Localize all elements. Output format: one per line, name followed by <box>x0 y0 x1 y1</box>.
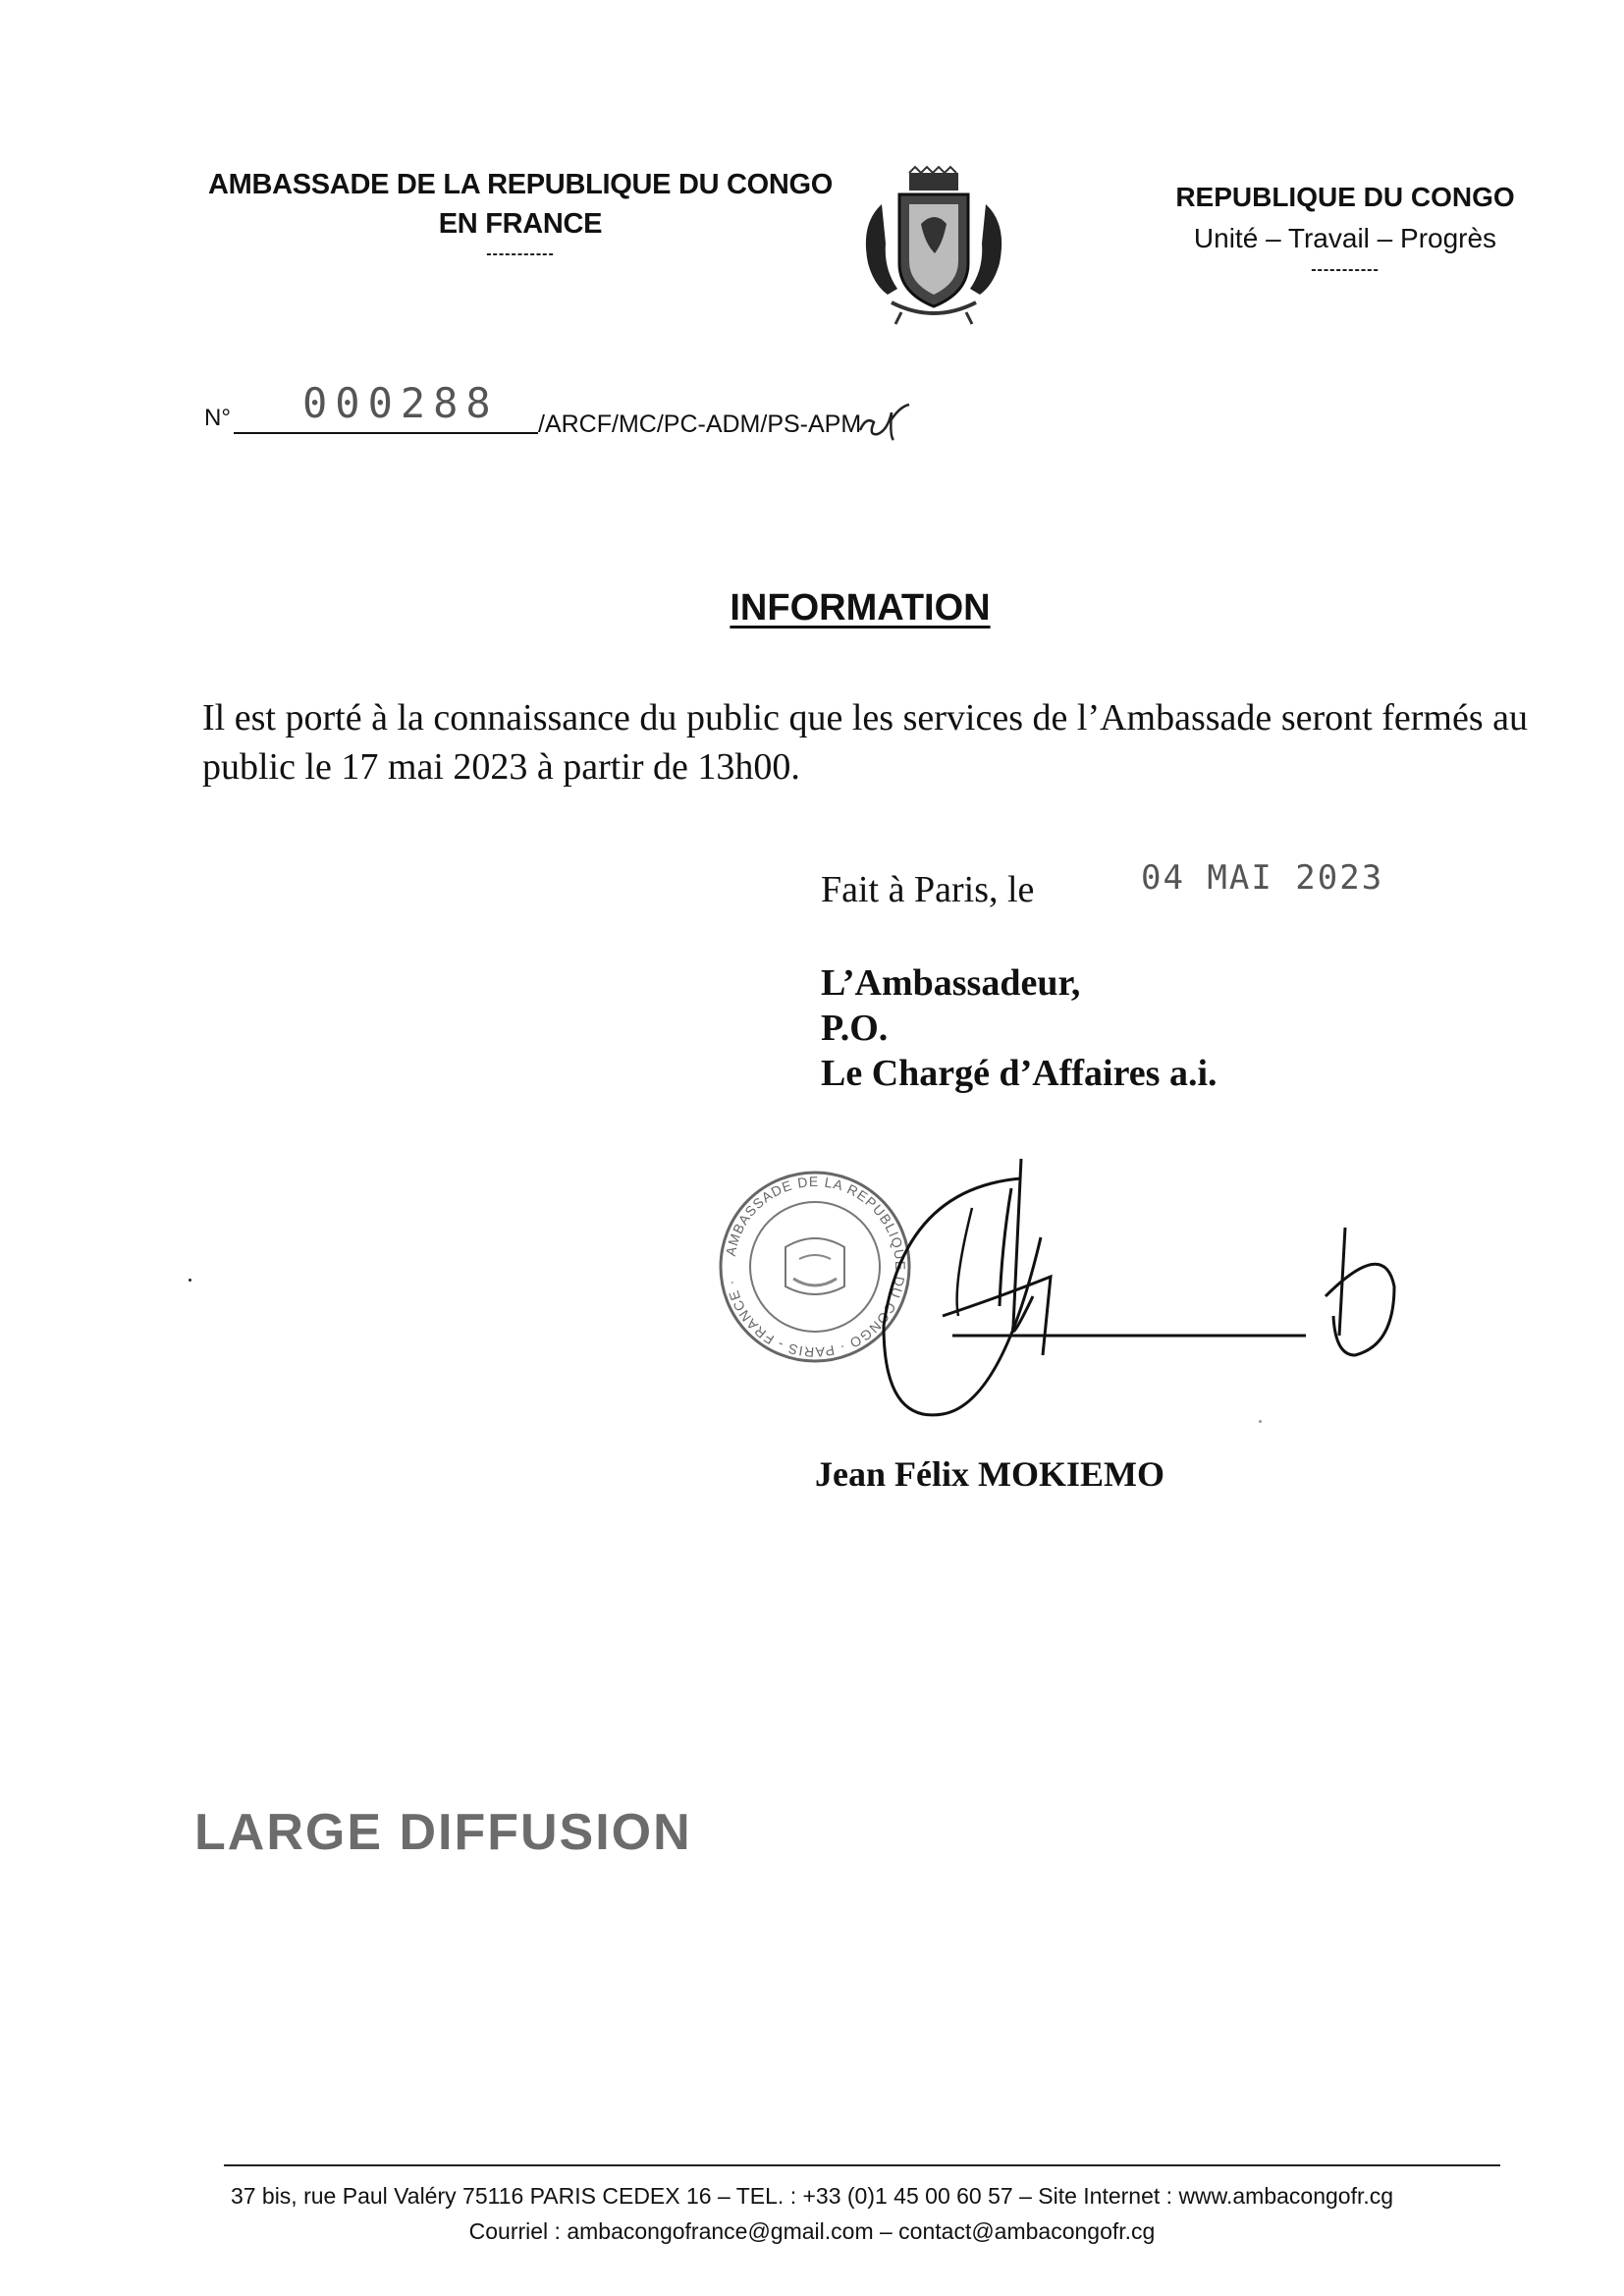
date-stamp: 04 MAI 2023 <box>1141 858 1384 898</box>
republic-motto: Unité – Travail – Progrès <box>1193 223 1497 253</box>
republic-header <box>1149 177 1542 281</box>
signatory-block <box>821 960 1218 1096</box>
signatory-role: L’Ambassadeur, <box>821 962 1081 1004</box>
embassy-name: AMBASSADE DE LA REPUBLIQUE DU CONGO <box>207 169 834 200</box>
footer-contact <box>147 2178 1477 2249</box>
reference-underline <box>234 432 538 434</box>
embassy-header <box>187 165 854 265</box>
notice-body: Il est porté à la connaissance du public que les services de l’Ambassade seront fermés au public le 17 mai 2023 à partir de 13h00. <box>202 697 1528 788</box>
footer-rule <box>224 2164 1500 2166</box>
coat-of-arms-emblem <box>852 165 1015 328</box>
reference-prefix: N° <box>204 405 231 431</box>
embassy-country: EN FRANCE <box>438 208 603 240</box>
document-title: INFORMATION <box>730 587 991 629</box>
place-date-label: Fait à Paris, le <box>821 869 1035 910</box>
footer-email: Courriel : ambacongofrance@gmail.com – contact@ambacongofr.cg <box>468 2218 1156 2244</box>
republic-name: REPUBLIQUE DU CONGO <box>1175 182 1515 212</box>
handwritten-signature <box>864 1149 1414 1424</box>
scan-speck <box>189 1279 191 1282</box>
header-right-separator: ----------- <box>1311 261 1380 278</box>
signatory-po: P.O. <box>821 1008 889 1049</box>
reference-suffix: /ARCF/MC/PC-ADM/PS-APM <box>538 410 862 438</box>
handwritten-initial <box>856 401 915 444</box>
svg-text:AMBASSADE DE LA REPUBLIQUE DU: AMBASSADE DE LA REPUBLIQUE DU CONGO · PARIS - FRANCE · <box>722 1173 909 1361</box>
reference-number: 000288 <box>302 379 499 427</box>
footer-address: 37 bis, rue Paul Valéry 75116 PARIS CEDEX 16 – TEL. : +33 (0)1 45 00 60 57 – Site Internet : www.ambacongofr.cg <box>230 2183 1394 2209</box>
signatory-charge: Le Chargé d’Affaires a.i. <box>821 1053 1218 1094</box>
distribution-label: LARGE DIFFUSION <box>194 1804 692 1861</box>
scan-speck <box>1259 1420 1262 1423</box>
header-left-separator: ----------- <box>486 246 555 262</box>
signer-name: Jean Félix MOKIEMO <box>815 1454 1164 1494</box>
